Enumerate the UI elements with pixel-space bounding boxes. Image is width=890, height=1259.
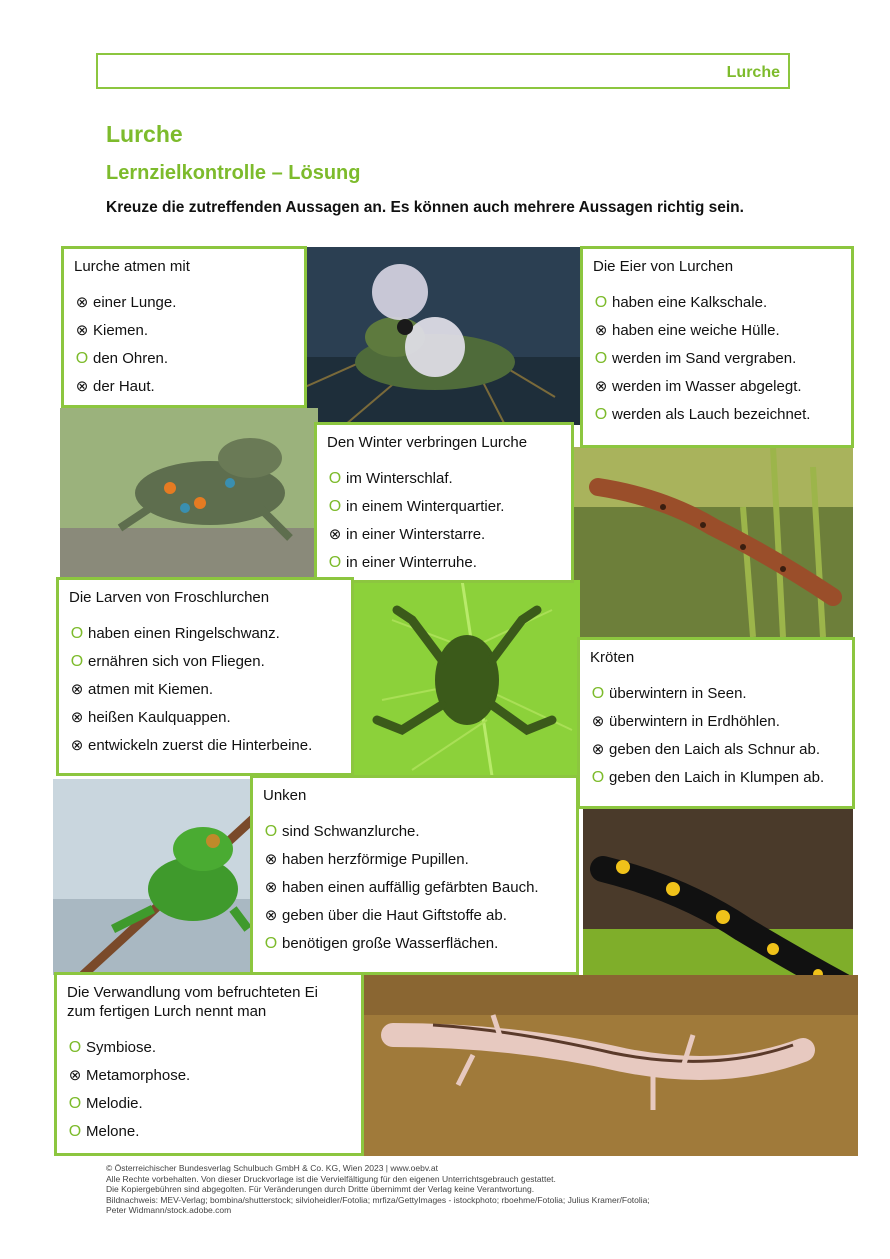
answer-option[interactable]	[590, 768, 842, 796]
checked-mark-icon[interactable]: ⊗	[68, 1067, 82, 1084]
answer-option[interactable]	[593, 349, 841, 377]
empty-circle-icon[interactable]: O	[68, 1123, 82, 1140]
answer-option[interactable]	[593, 405, 841, 433]
empty-circle-icon[interactable]: O	[594, 350, 608, 367]
answer-option[interactable]	[593, 377, 841, 405]
checked-mark-icon[interactable]: ⊗	[70, 737, 84, 754]
answer-option[interactable]	[263, 906, 566, 934]
option-text: der Haut.	[93, 378, 155, 395]
option-text: überwintern in Erdhöhlen.	[609, 713, 780, 730]
answer-option[interactable]	[74, 349, 294, 377]
question-text: Kröten	[590, 649, 635, 666]
empty-circle-icon[interactable]: O	[594, 294, 608, 311]
frog-vocal-sacs-photo	[305, 247, 583, 425]
answer-option[interactable]	[327, 469, 561, 497]
answer-option[interactable]	[69, 736, 341, 764]
answer-option[interactable]	[263, 878, 566, 906]
footer-line: Peter Widmann/stock.adobe.com	[106, 1205, 232, 1215]
option-text: im Winterschlaf.	[346, 470, 453, 487]
option-text: werden als Lauch bezeichnet.	[612, 406, 811, 423]
empty-circle-icon[interactable]: O	[264, 935, 278, 952]
option-text: den Ohren.	[93, 350, 169, 367]
empty-circle-icon[interactable]: O	[75, 350, 89, 367]
answer-option[interactable]	[69, 680, 341, 708]
empty-circle-icon[interactable]: O	[70, 625, 84, 642]
checked-mark-icon[interactable]: ⊗	[594, 322, 608, 339]
header-bar	[96, 53, 790, 89]
checked-mark-icon[interactable]: ⊗	[70, 709, 84, 726]
answer-option[interactable]	[263, 822, 566, 850]
answer-option[interactable]	[263, 850, 566, 878]
option-text: geben den Laich in Klumpen ab.	[609, 769, 825, 786]
checked-mark-icon[interactable]: ⊗	[264, 907, 278, 924]
answer-option[interactable]	[74, 293, 294, 321]
answer-option[interactable]	[327, 525, 561, 553]
option-text: in einem Winterquartier.	[346, 498, 505, 515]
answer-option[interactable]	[69, 652, 341, 680]
question-text: Die Larven von Froschlurchen	[69, 589, 270, 606]
option-text: haben eine weiche Hülle.	[612, 322, 780, 339]
answer-option[interactable]	[590, 712, 842, 740]
checked-mark-icon[interactable]: ⊗	[591, 713, 605, 730]
option-text: einer Lunge.	[93, 294, 177, 311]
answer-option[interactable]	[590, 684, 842, 712]
answer-option[interactable]	[67, 1094, 351, 1122]
option-text: haben herzförmige Pupillen.	[282, 851, 469, 868]
question-box-kroeten	[577, 637, 855, 809]
empty-circle-icon[interactable]: O	[68, 1095, 82, 1112]
checked-mark-icon[interactable]: ⊗	[70, 681, 84, 698]
option-text: geben über die Haut Giftstoffe ab.	[282, 907, 507, 924]
question-box-verwandlung	[54, 972, 364, 1156]
checked-mark-icon[interactable]: ⊗	[75, 322, 89, 339]
footer-line: Bildnachweis: MEV-Verlag; bombina/shutterstock; silvioheidler/Fotolia; mrfiza/GettyImages - istockphoto; rboehme/Fotolia; Julius Kramer/Fotolia;	[106, 1194, 650, 1205]
question-box-winter	[314, 422, 574, 583]
checked-mark-icon[interactable]: ⊗	[75, 294, 89, 311]
answer-option[interactable]	[327, 553, 561, 581]
answer-option[interactable]	[67, 1122, 351, 1150]
question-text: Die Eier von Lurchen	[593, 258, 734, 275]
question-box-unken	[250, 775, 579, 975]
footer-line: © Österreichischer Bundesverlag Schulbuch GmbH & Co. KG, Wien 2023 | www.oebv.at	[106, 1163, 438, 1173]
answer-option[interactable]	[590, 740, 842, 768]
question-text: Lurche atmen mit	[74, 258, 190, 275]
question-text: Unken	[263, 787, 307, 804]
empty-circle-icon[interactable]: O	[68, 1039, 82, 1056]
answer-option[interactable]	[263, 934, 566, 962]
instruction-text: Kreuze die zutreffenden Aussagen an. Es können auch mehrere Aussagen richtig sein.	[106, 199, 744, 216]
footer-line: Alle Rechte vorbehalten. Von dieser Druckvorlage ist die Vervielfältigung für den eigenen Unterrichtsgebrauch gestattet.	[106, 1173, 556, 1184]
question-box-atmung	[61, 246, 307, 408]
empty-circle-icon[interactable]: O	[264, 823, 278, 840]
question-box-larven	[56, 577, 354, 776]
empty-circle-icon[interactable]: O	[591, 685, 605, 702]
empty-circle-icon[interactable]: O	[70, 653, 84, 670]
answer-option[interactable]	[69, 708, 341, 736]
newt-photo	[573, 447, 853, 637]
page-title: Lurche	[106, 121, 183, 147]
option-text: heißen Kaulquappen.	[88, 709, 231, 726]
option-text: in einer Winterruhe.	[346, 554, 477, 571]
option-text: haben eine Kalkschale.	[612, 294, 768, 311]
answer-option[interactable]	[593, 321, 841, 349]
answer-option[interactable]	[327, 497, 561, 525]
option-text: benötigen große Wasserflächen.	[282, 935, 499, 952]
checked-mark-icon[interactable]: ⊗	[264, 851, 278, 868]
footer-line: Die Kopiergebühren sind abgegolten. Für Veränderungen durch Dritte übernimmt der Verlag keine Verantwortung.	[106, 1184, 535, 1194]
option-text: haben einen auffällig gefärbten Bauch.	[282, 879, 539, 896]
tree-frog-photo	[53, 779, 253, 975]
option-text: ernähren sich von Fliegen.	[88, 653, 265, 670]
empty-circle-icon[interactable]: O	[594, 406, 608, 423]
question-text: Die Verwandlung vom befruchteten Ei zum fertigen Lurch nennt man	[67, 984, 318, 1020]
option-text: in einer Winterstarre.	[346, 526, 486, 543]
option-text: Melone.	[86, 1123, 140, 1140]
option-text: entwickeln zuerst die Hinterbeine.	[88, 737, 313, 754]
answer-option[interactable]	[593, 293, 841, 321]
answer-option[interactable]	[67, 1066, 351, 1094]
empty-circle-icon[interactable]: O	[328, 498, 342, 515]
page-subtitle: Lernzielkontrolle – Lösung	[106, 162, 361, 184]
option-text: haben einen Ringelschwanz.	[88, 625, 280, 642]
option-text: geben den Laich als Schnur ab.	[609, 741, 820, 758]
fire-bellied-toad-photo	[60, 408, 318, 578]
option-text: Melodie.	[86, 1095, 143, 1112]
option-text: werden im Sand vergraben.	[612, 350, 797, 367]
question-text: Den Winter verbringen Lurche	[327, 434, 528, 451]
checked-mark-icon[interactable]: ⊗	[328, 526, 342, 543]
header-label: Lurche	[726, 64, 780, 81]
olm-photo	[363, 975, 858, 1156]
option-text: atmen mit Kiemen.	[88, 681, 214, 698]
answer-option[interactable]	[67, 1038, 351, 1066]
option-text: Symbiose.	[86, 1039, 157, 1056]
checked-mark-icon[interactable]: ⊗	[594, 378, 608, 395]
option-text: werden im Wasser abgelegt.	[612, 378, 802, 395]
empty-circle-icon[interactable]: O	[591, 769, 605, 786]
option-text: Kiemen.	[93, 322, 149, 339]
frog-silhouette-leaf-photo	[352, 580, 580, 776]
footer-copyright	[106, 1163, 806, 1216]
option-text: sind Schwanzlurche.	[282, 823, 420, 840]
fire-salamander-photo	[583, 809, 853, 1002]
answer-option[interactable]	[69, 624, 341, 652]
empty-circle-icon[interactable]: O	[328, 554, 342, 571]
answer-option[interactable]	[74, 377, 294, 405]
empty-circle-icon[interactable]: O	[328, 470, 342, 487]
checked-mark-icon[interactable]: ⊗	[264, 879, 278, 896]
question-box-eier	[580, 246, 854, 448]
checked-mark-icon[interactable]: ⊗	[75, 378, 89, 395]
option-text: überwintern in Seen.	[609, 685, 747, 702]
checked-mark-icon[interactable]: ⊗	[591, 741, 605, 758]
answer-option[interactable]	[74, 321, 294, 349]
option-text: Metamorphose.	[86, 1067, 191, 1084]
